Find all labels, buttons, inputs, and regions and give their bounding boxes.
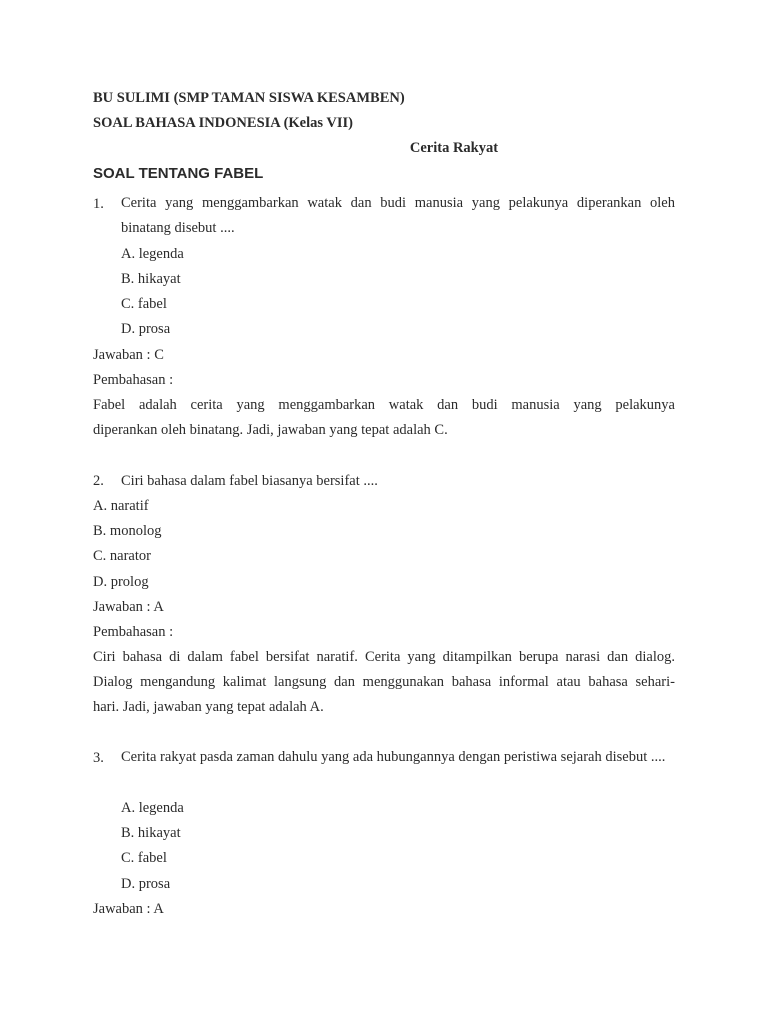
question-number: 2. [93,473,104,489]
option: D. prosa [121,876,171,892]
discussion-text: Ciri bahasa di dalam fabel bersifat naratif. Cerita yang ditampilkan berupa narasi dan dialog. [93,649,675,665]
option: B. hikayat [121,271,181,287]
question-text: Cerita yang menggambarkan watak dan budi manusia yang pelakunya diperankan oleh binatang disebut .... [121,195,675,236]
option: C. narator [93,548,151,564]
answer: Jawaban : C [93,347,164,363]
option: A. naratif [93,498,149,514]
question-text: Cerita rakyat pasda zaman dahulu yang ada hubungannya dengan peristiwa sejarah disebut .... [121,749,666,765]
discussion-text: hari. Jadi, jawaban yang tepat adalah A. [93,699,324,715]
option: B. monolog [93,523,162,539]
answer: Jawaban : A [93,599,164,615]
question-text: Ciri bahasa dalam fabel biasanya bersifat .... [121,473,378,489]
subject-header: SOAL BAHASA INDONESIA (Kelas VII) [93,115,353,131]
discussion-text: Dialog mengandung kalimat langsung dan menggunakan bahasa informal atau bahasa sehari- [93,674,675,690]
question-number: 1. [93,196,104,212]
option: B. hikayat [121,825,181,841]
discussion-label: Pembahasan : [93,624,174,640]
question-number: 3. [93,750,104,766]
discussion-text: diperankan oleh binatang. Jadi, jawaban yang tepat adalah C. [93,422,448,438]
option: A. legenda [121,800,184,816]
school-header: BU SULIMI (SMP TAMAN SISWA KESAMBEN) [93,90,405,106]
option: D. prosa [121,321,171,337]
answer: Jawaban : A [93,901,164,917]
discussion-text: Fabel adalah cerita yang menggambarkan watak dan budi manusia yang pelakunya [93,397,675,413]
section-title: SOAL TENTANG FABEL [93,165,264,182]
option: D. prolog [93,574,149,590]
subtitle: Cerita Rakyat [409,140,499,156]
option: C. fabel [121,850,167,866]
option: C. fabel [121,296,167,312]
option: A. legenda [121,246,184,262]
discussion-label: Pembahasan : [93,372,174,388]
